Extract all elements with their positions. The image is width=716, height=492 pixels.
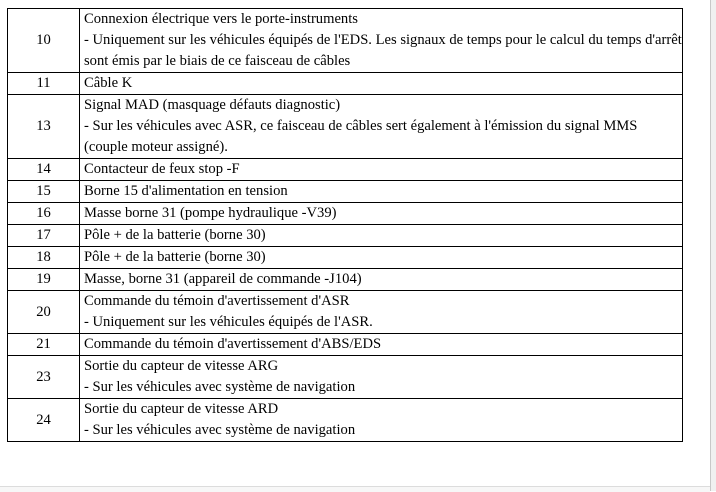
pin-table-body bbox=[8, 9, 683, 442]
pin-number-cell: 24 bbox=[8, 399, 80, 442]
description-note: - Uniquement sur les véhicules équipés de l'ASR. bbox=[84, 314, 373, 330]
description-title: Commande du témoin d'avertissement d'ASR bbox=[84, 293, 350, 309]
pin-description-cell bbox=[80, 247, 683, 269]
pin-number-cell: 14 bbox=[8, 159, 80, 181]
description-title: Connexion électrique vers le porte-instruments bbox=[84, 11, 358, 27]
table-row bbox=[8, 334, 683, 356]
description-title: Pôle + de la batterie (borne 30) bbox=[84, 249, 266, 265]
description-note: - Uniquement sur les véhicules équipés de l'EDS. Les signaux de temps pour le calcul du temps d'arrêt sont émis par le biais de ce faisceau de câbles bbox=[84, 32, 682, 69]
pin-number-cell: 17 bbox=[8, 225, 80, 247]
description-note: - Sur les véhicules avec ASR, ce faisceau de câbles sert également à l'émission du signal MMS (couple moteur assigné). bbox=[84, 118, 638, 155]
pin-description-cell bbox=[80, 95, 683, 159]
pin-description-cell bbox=[80, 291, 683, 334]
table-row bbox=[8, 9, 683, 73]
table-row bbox=[8, 73, 683, 95]
pin-description-cell bbox=[80, 181, 683, 203]
pin-number-cell: 15 bbox=[8, 181, 80, 203]
description-title: Sortie du capteur de vitesse ARG bbox=[84, 358, 279, 374]
vertical-scrollbar-track[interactable] bbox=[710, 0, 716, 491]
pin-description-cell bbox=[80, 269, 683, 291]
table-row bbox=[8, 291, 683, 334]
description-title: Commande du témoin d'avertissement d'ABS/EDS bbox=[84, 336, 382, 352]
pin-number-cell: 23 bbox=[8, 356, 80, 399]
pin-number-cell: 20 bbox=[8, 291, 80, 334]
pin-description-cell bbox=[80, 334, 683, 356]
description-title: Contacteur de feux stop -F bbox=[84, 161, 240, 177]
table-row bbox=[8, 356, 683, 399]
pin-description-cell bbox=[80, 399, 683, 442]
description-title: Pôle + de la batterie (borne 30) bbox=[84, 227, 266, 243]
table-row bbox=[8, 247, 683, 269]
pin-description-cell bbox=[80, 9, 683, 73]
pin-description-cell bbox=[80, 73, 683, 95]
table-row bbox=[8, 181, 683, 203]
pin-description-cell bbox=[80, 225, 683, 247]
pin-number-cell: 11 bbox=[8, 73, 80, 95]
pin-number-cell: 21 bbox=[8, 334, 80, 356]
pin-number-cell: 19 bbox=[8, 269, 80, 291]
description-note: - Sur les véhicules avec système de navigation bbox=[84, 422, 356, 438]
description-title: Signal MAD (masquage défauts diagnostic) bbox=[84, 97, 341, 113]
table-row bbox=[8, 225, 683, 247]
description-title: Borne 15 d'alimentation en tension bbox=[84, 183, 288, 199]
pin-description-cell bbox=[80, 203, 683, 225]
table-row bbox=[8, 95, 683, 159]
pin-description-cell bbox=[80, 356, 683, 399]
description-title: Câble K bbox=[84, 75, 133, 91]
page-bottom-edge bbox=[0, 486, 710, 492]
description-title: Sortie du capteur de vitesse ARD bbox=[84, 401, 279, 417]
pin-number-cell: 10 bbox=[8, 9, 80, 73]
pin-number-cell: 13 bbox=[8, 95, 80, 159]
pin-assignment-table bbox=[7, 8, 683, 442]
pin-number-cell: 18 bbox=[8, 247, 80, 269]
table-row bbox=[8, 269, 683, 291]
description-title: Masse, borne 31 (appareil de commande -J104) bbox=[84, 271, 362, 287]
description-note: - Sur les véhicules avec système de navigation bbox=[84, 379, 356, 395]
pin-number-cell: 16 bbox=[8, 203, 80, 225]
description-title: Masse borne 31 (pompe hydraulique -V39) bbox=[84, 205, 337, 221]
table-row bbox=[8, 203, 683, 225]
pin-description-cell bbox=[80, 159, 683, 181]
table-row bbox=[8, 159, 683, 181]
table-row bbox=[8, 399, 683, 442]
